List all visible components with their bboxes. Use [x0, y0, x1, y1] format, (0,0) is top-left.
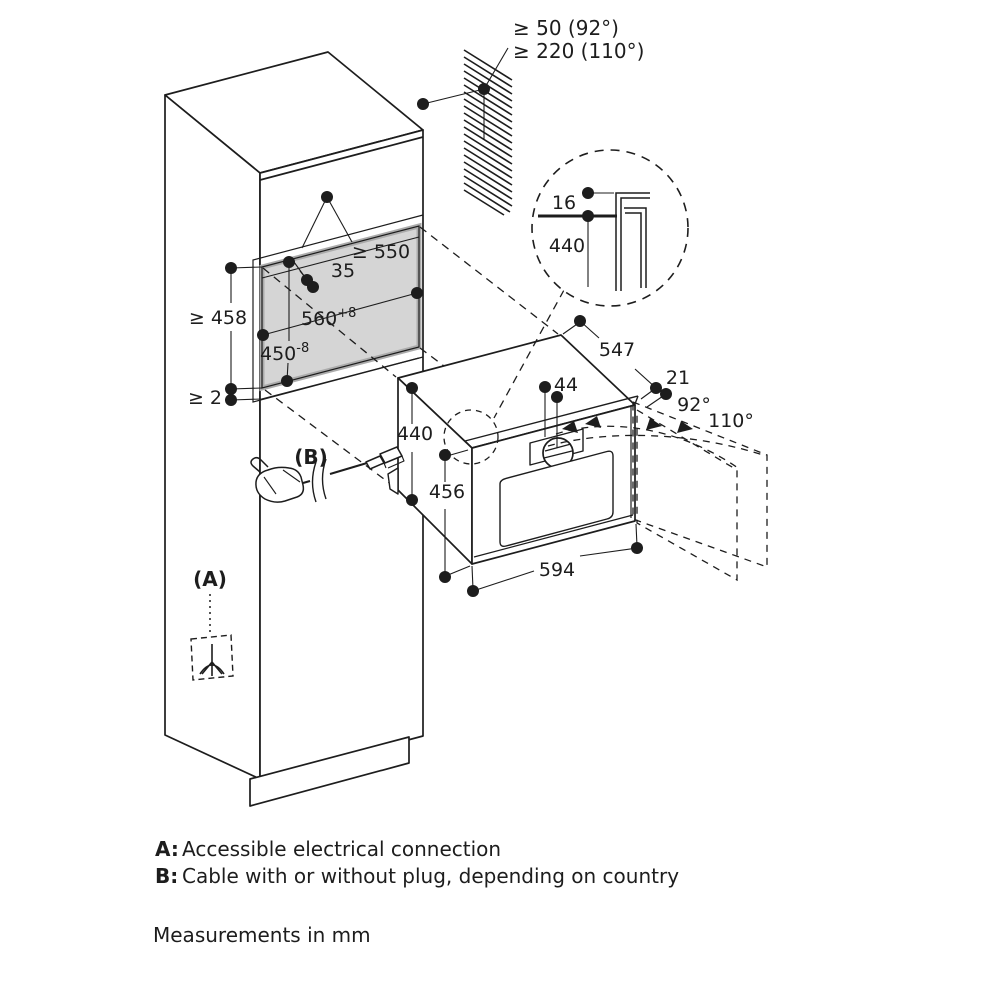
dim-oven-height-front: 456: [428, 481, 466, 503]
dim-bottom-gap: ≥ 2: [187, 387, 223, 409]
dim-dot: [582, 187, 594, 199]
legend-b-prefix: B:: [155, 864, 179, 888]
label-a: (A): [193, 567, 227, 591]
dim-oven-height-back: 440: [396, 423, 434, 445]
dim-swing-110: 110°: [708, 410, 754, 432]
wall-clearance-line2: ≥ 220 (110°): [513, 39, 645, 63]
detail-dim-440-label: 440: [548, 235, 586, 257]
wall-clearance-line1: ≥ 50 (92°): [513, 16, 619, 40]
cabinet-left-face: [165, 95, 260, 779]
detail-circle: [532, 150, 688, 306]
legend-a-text: Accessible electrical connection: [182, 837, 502, 861]
cabinet: [165, 52, 423, 806]
legend-a-prefix: A:: [155, 837, 179, 861]
dim-swing-92: 92°: [677, 394, 711, 416]
dim-niche-width: $560^{+8}$: [301, 306, 357, 330]
detail-circle-outline: [532, 150, 688, 306]
label-b: (B): [294, 445, 328, 469]
footer-note: Measurements in mm: [153, 923, 371, 947]
dim-dot: [582, 210, 594, 222]
wall-hatch: [464, 50, 512, 215]
plug-icon: [256, 467, 303, 502]
detail-dim-16-label: 16: [551, 192, 577, 214]
dim-oven-width: 594: [538, 559, 576, 581]
legend: [155, 837, 679, 888]
dim-niche-height-req: ≥ 458: [188, 307, 248, 329]
dim-niche-height: $450^{-8}$: [260, 341, 310, 365]
dim-top-gap: 35: [330, 260, 356, 282]
dim-oven-depth: 547: [598, 339, 636, 361]
dim-niche-depth: ≥ 550: [351, 241, 411, 263]
dim-door-thickness: 21: [665, 367, 691, 389]
legend-b-text: Cable with or without plug, depending on country: [182, 864, 680, 888]
oven: [388, 335, 638, 564]
dim-panel-height: 44: [553, 374, 579, 396]
